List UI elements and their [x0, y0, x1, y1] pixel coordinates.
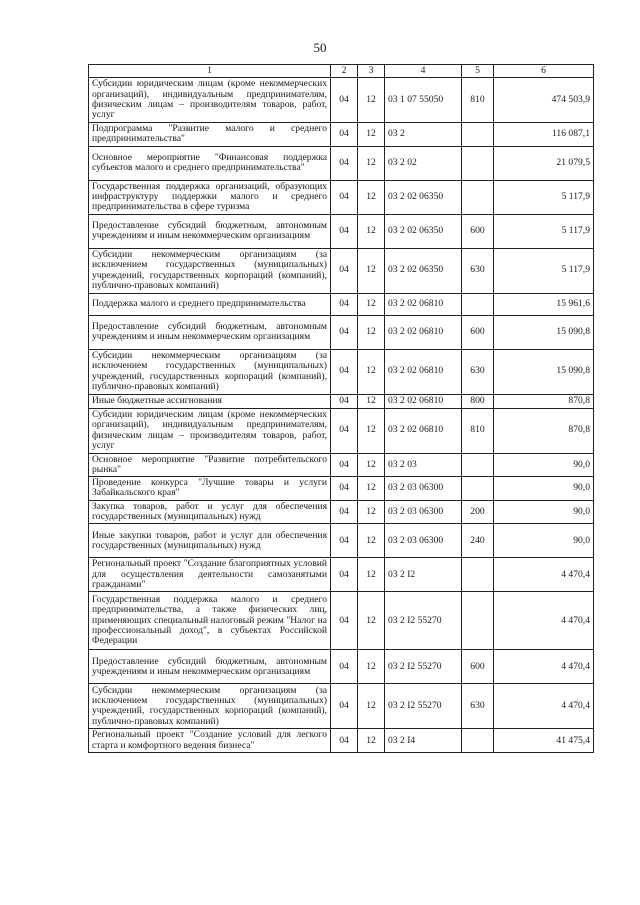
amount: 4 470,4	[494, 558, 594, 592]
subsection-code: 12	[358, 592, 385, 650]
target-code: 03 2 02 06350	[385, 180, 462, 214]
target-code: 03 2 I4	[385, 729, 462, 753]
amount: 90,0	[494, 477, 594, 501]
expense-type-code	[462, 180, 494, 214]
table-row	[89, 558, 594, 592]
amount: 116 087,1	[494, 123, 594, 147]
subsection-code: 12	[358, 248, 385, 293]
table-row	[89, 729, 594, 753]
section-code: 04	[331, 123, 358, 147]
row-name: Субсидии юридическим лицам (кроме некоммерческих организаций), индивидуальным предпринимателям, физическим лицам – производителям товаров, работ, услуг	[89, 78, 331, 123]
table-row	[89, 123, 594, 147]
row-name: Поддержка малого и среднего предпринимательства	[89, 293, 331, 315]
expense-type-code	[462, 477, 494, 501]
row-name: Субсидии некоммерческим организациям (за исключением государственных (муниципальных) учреждений, государственных корпораций (компаний), публично-правовых компаний)	[89, 248, 331, 293]
section-code: 04	[331, 558, 358, 592]
expense-type-code	[462, 592, 494, 650]
target-code: 03 2	[385, 123, 462, 147]
expense-type-code: 630	[462, 684, 494, 729]
page-number: 50	[313, 40, 327, 55]
section-code: 04	[331, 650, 358, 684]
row-name: Предоставление субсидий бюджетным, автономным учреждениям и иным некоммерческим организациям	[89, 214, 331, 248]
table-body	[89, 78, 594, 753]
section-code: 04	[331, 293, 358, 315]
section-code: 04	[331, 408, 358, 453]
table-row	[89, 78, 594, 123]
expense-type-code: 600	[462, 315, 494, 349]
expense-type-code	[462, 123, 494, 147]
table-row	[89, 477, 594, 501]
amount: 4 470,4	[494, 650, 594, 684]
subsection-code: 12	[358, 146, 385, 180]
table-row	[89, 394, 594, 408]
amount: 474 503,9	[494, 78, 594, 123]
target-code: 03 2 02 06810	[385, 293, 462, 315]
target-code: 03 2 02 06810	[385, 394, 462, 408]
amount: 4 470,4	[494, 684, 594, 729]
expense-type-code: 800	[462, 394, 494, 408]
table-row	[89, 684, 594, 729]
section-code: 04	[331, 500, 358, 524]
expense-type-code	[462, 293, 494, 315]
expense-type-code: 600	[462, 650, 494, 684]
row-name: Субсидии некоммерческим организациям (за исключением государственных (муниципальных) учреждений, государственных корпораций (компаний), публично-правовых компаний)	[89, 684, 331, 729]
subsection-code: 12	[358, 180, 385, 214]
target-code: 03 2 03 06300	[385, 500, 462, 524]
subsection-code: 12	[358, 214, 385, 248]
row-name: Субсидии некоммерческим организациям (за исключением государственных (муниципальных) учреждений, государственных корпораций (компаний), публично-правовых компаний)	[89, 349, 331, 394]
section-code: 04	[331, 729, 358, 753]
target-code: 03 2 02 06810	[385, 408, 462, 453]
subsection-code: 12	[358, 349, 385, 394]
column-header: 1	[89, 65, 331, 78]
target-code: 03 2 02	[385, 146, 462, 180]
subsection-code: 12	[358, 650, 385, 684]
amount: 15 090,8	[494, 349, 594, 394]
section-code: 04	[331, 477, 358, 501]
amount: 870,8	[494, 408, 594, 453]
amount: 21 079,5	[494, 146, 594, 180]
table-row	[89, 293, 594, 315]
table-row	[89, 146, 594, 180]
table-row	[89, 214, 594, 248]
amount: 15 090,8	[494, 315, 594, 349]
row-name: Предоставление субсидий бюджетным, автономным учреждениям и иным некоммерческим организациям	[89, 650, 331, 684]
table-row	[89, 592, 594, 650]
column-header: 4	[385, 65, 462, 78]
section-code: 04	[331, 214, 358, 248]
row-name: Региональный проект "Создание условий для легкого старта и комфортного ведения бизнеса"	[89, 729, 331, 753]
section-code: 04	[331, 592, 358, 650]
expense-type-code: 630	[462, 248, 494, 293]
subsection-code: 12	[358, 453, 385, 477]
amount: 870,8	[494, 394, 594, 408]
expense-type-code	[462, 146, 494, 180]
subsection-code: 12	[358, 408, 385, 453]
amount: 4 470,4	[494, 592, 594, 650]
amount: 90,0	[494, 453, 594, 477]
section-code: 04	[331, 453, 358, 477]
expense-type-code: 630	[462, 349, 494, 394]
subsection-code: 12	[358, 500, 385, 524]
section-code: 04	[331, 349, 358, 394]
expense-type-code: 810	[462, 78, 494, 123]
expense-type-code: 200	[462, 500, 494, 524]
amount: 5 117,9	[494, 180, 594, 214]
row-name: Проведение конкурса "Лучшие товары и услуги Забайкальского края"	[89, 477, 331, 501]
row-name: Государственная поддержка малого и среднего предпринимательства, а также физических лиц, применяющих специальный налоговый режим "Налог на профессиональный доход", в субъектах Российской Федерации	[89, 592, 331, 650]
target-code: 03 2 02 06810	[385, 349, 462, 394]
column-header: 2	[331, 65, 358, 78]
target-code: 03 2 I2 55270	[385, 650, 462, 684]
column-header: 5	[462, 65, 494, 78]
amount: 5 117,9	[494, 248, 594, 293]
table-row	[89, 453, 594, 477]
row-name: Иные закупки товаров, работ и услуг для обеспечения государственных (муниципальных) нужд	[89, 524, 331, 558]
amount: 90,0	[494, 500, 594, 524]
row-name: Основное мероприятие "Развитие потребительского рынка"	[89, 453, 331, 477]
row-name: Подпрограмма "Развитие малого и среднего предпринимательства"	[89, 123, 331, 147]
target-code: 03 1 07 55050	[385, 78, 462, 123]
section-code: 04	[331, 180, 358, 214]
column-header: 6	[494, 65, 594, 78]
section-code: 04	[331, 78, 358, 123]
table-row	[89, 248, 594, 293]
table-row	[89, 650, 594, 684]
section-code: 04	[331, 524, 358, 558]
row-name: Субсидии юридическим лицам (кроме некоммерческих организаций), индивидуальным предпринимателям, физическим лицам – производителям товаров, работ, услуг	[89, 408, 331, 453]
section-code: 04	[331, 315, 358, 349]
amount: 90,0	[494, 524, 594, 558]
expense-type-code: 600	[462, 214, 494, 248]
table-row	[89, 408, 594, 453]
target-code: 03 2 03	[385, 453, 462, 477]
subsection-code: 12	[358, 394, 385, 408]
row-name: Региональный проект "Создание благоприятных условий для осуществления деятельности самозанятыми гражданами"	[89, 558, 331, 592]
target-code: 03 2 03 06300	[385, 477, 462, 501]
section-code: 04	[331, 248, 358, 293]
subsection-code: 12	[358, 477, 385, 501]
amount: 5 117,9	[494, 214, 594, 248]
table-row	[89, 180, 594, 214]
subsection-code: 12	[358, 315, 385, 349]
section-code: 04	[331, 146, 358, 180]
expense-type-code	[462, 729, 494, 753]
subsection-code: 12	[358, 78, 385, 123]
budget-table	[88, 64, 594, 753]
table-row	[89, 500, 594, 524]
section-code: 04	[331, 394, 358, 408]
row-name: Государственная поддержка организаций, образующих инфраструктуру поддержки малого и среднего предпринимательства в сфере туризма	[89, 180, 331, 214]
row-name: Предоставление субсидий бюджетным, автономным учреждениям и иным некоммерческим организациям	[89, 315, 331, 349]
table-header-row	[89, 65, 594, 78]
expense-type-code: 240	[462, 524, 494, 558]
target-code: 03 2 I2 55270	[385, 684, 462, 729]
table-row	[89, 349, 594, 394]
section-code: 04	[331, 684, 358, 729]
amount: 41 475,4	[494, 729, 594, 753]
subsection-code: 12	[358, 293, 385, 315]
target-code: 03 2 02 06350	[385, 214, 462, 248]
row-name: Закупка товаров, работ и услуг для обеспечения государственных (муниципальных) нужд	[89, 500, 331, 524]
column-header: 3	[358, 65, 385, 78]
target-code: 03 2 03 06300	[385, 524, 462, 558]
subsection-code: 12	[358, 684, 385, 729]
row-name: Основное мероприятие "Финансовая поддержка субъектов малого и среднего предпринимательства"	[89, 146, 331, 180]
subsection-code: 12	[358, 123, 385, 147]
expense-type-code: 810	[462, 408, 494, 453]
expense-type-code	[462, 453, 494, 477]
target-code: 03 2 I2	[385, 558, 462, 592]
table-row	[89, 315, 594, 349]
subsection-code: 12	[358, 558, 385, 592]
target-code: 03 2 02 06810	[385, 315, 462, 349]
table-row	[89, 524, 594, 558]
row-name: Иные бюджетные ассигнования	[89, 394, 331, 408]
target-code: 03 2 I2 55270	[385, 592, 462, 650]
amount: 15 961,6	[494, 293, 594, 315]
target-code: 03 2 02 06350	[385, 248, 462, 293]
subsection-code: 12	[358, 729, 385, 753]
subsection-code: 12	[358, 524, 385, 558]
expense-type-code	[462, 558, 494, 592]
